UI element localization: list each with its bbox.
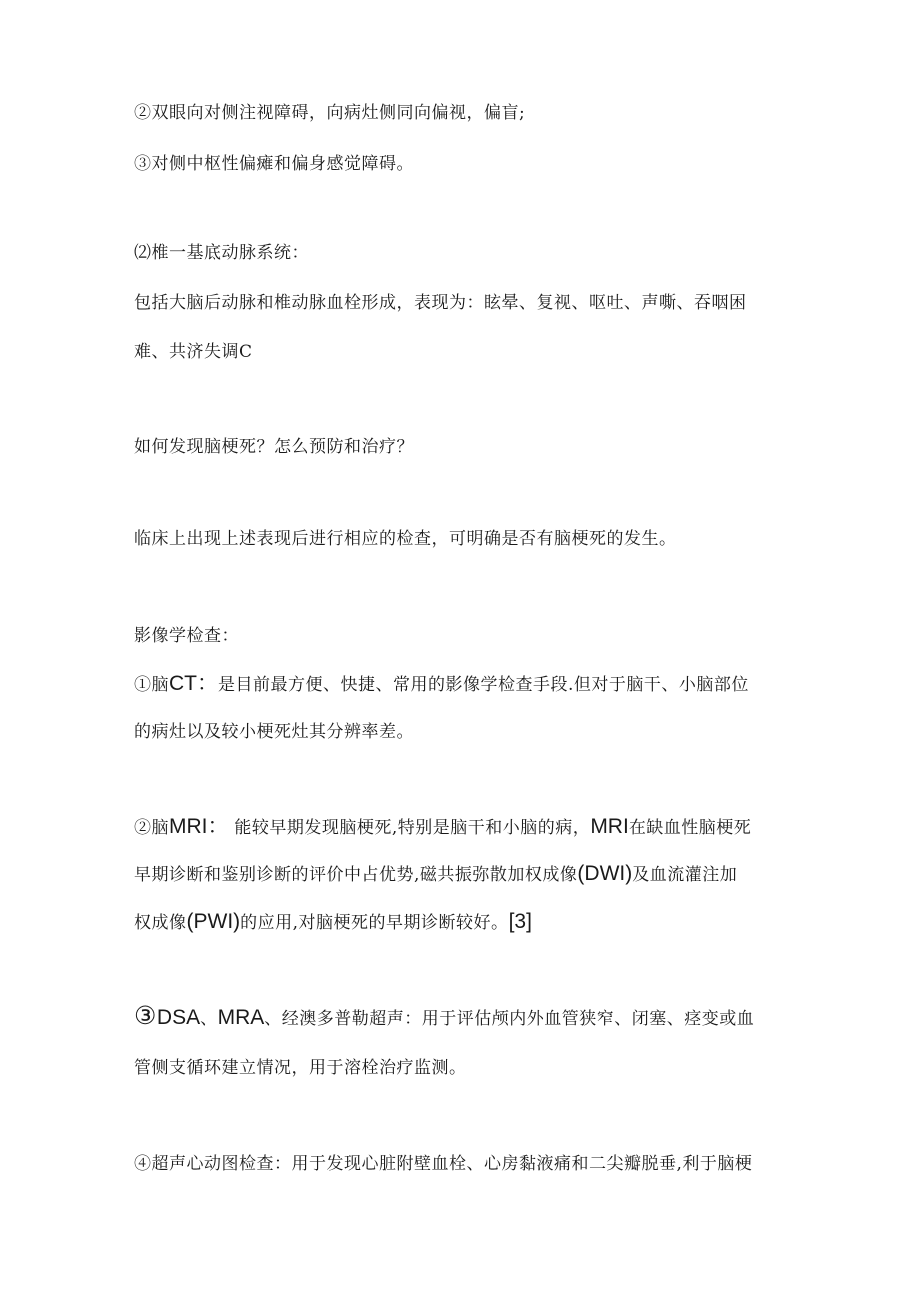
- section-heading: ⑵椎一基底动脉系统：: [134, 243, 309, 263]
- paragraph-line: 包括大脑后动脉和椎动脉血栓形成，表现为：眩晕、复视、呕吐、声嘶、吞咽困: [134, 293, 747, 313]
- paragraph-line: ④超声心动图检查：用于发现心脏附壁血栓、心房黏液痛和二尖瓣脱垂,利于脑梗: [134, 1154, 753, 1174]
- abbreviation: CT：: [169, 672, 218, 695]
- paragraph-line: 临床上出现上述表现后进行相应的检查，可明确是否有脑梗死的发生。: [134, 529, 677, 549]
- paragraph-line: [134, 815, 751, 840]
- abbreviation: MRI：: [169, 815, 229, 838]
- item-text: 早期诊断和鉴别诊断的评价中占优势,磁共振弥散加权成像: [134, 865, 578, 885]
- item-text: 权成像: [134, 913, 187, 933]
- paragraph-line: [134, 910, 532, 935]
- item-text: 及血流灌注加: [632, 865, 738, 885]
- separator: 、: [200, 1009, 218, 1029]
- item-number: ③: [134, 1001, 157, 1030]
- question-heading: 如何发现脑梗死？怎么预防和治疗？: [134, 437, 414, 457]
- item-text: 、经澳多普勒超声：用于评估颅内外血管狭窄、闭塞、痉变或血: [264, 1009, 755, 1029]
- item-text: 能较早期发现脑梗死,特别是脑干和小脑的病，: [228, 818, 591, 838]
- paragraph-line: 管侧支循环建立情况，用于溶栓治疗监测。: [134, 1058, 467, 1078]
- paragraph-line: [134, 862, 737, 887]
- item-text: 在缺血性脑梗死: [628, 818, 752, 838]
- abbreviation: (PWI): [186, 910, 241, 933]
- paragraph-line: 难、共济失调C: [134, 342, 253, 362]
- item-text: 是目前最方便、快捷、常用的影像学检查手段.但对于脑干、小脑部位: [218, 675, 749, 695]
- citation-reference: [3]: [508, 910, 532, 933]
- item-prefix: ①脑: [134, 675, 169, 695]
- paragraph-line: ②双眼向对侧注视障碍，向病灶侧同向偏视，偏盲;: [134, 103, 526, 123]
- item-prefix: ②脑: [134, 818, 169, 838]
- section-heading: 影像学检查：: [134, 626, 239, 646]
- abbreviation: MRA: [217, 1006, 265, 1029]
- abbreviation: (DWI): [577, 862, 633, 885]
- paragraph-line: ③对侧中枢性偏瘫和偏身感觉障碍。: [134, 154, 414, 174]
- paragraph-line: [134, 1001, 755, 1031]
- item-text: 的应用,对脑梗死的早期诊断较好。: [240, 913, 509, 933]
- abbreviation: MRI: [590, 815, 629, 838]
- paragraph-line: 的病灶以及较小梗死灶其分辨率差。: [134, 722, 414, 742]
- abbreviation: DSA: [156, 1006, 201, 1029]
- paragraph-line: [134, 672, 749, 697]
